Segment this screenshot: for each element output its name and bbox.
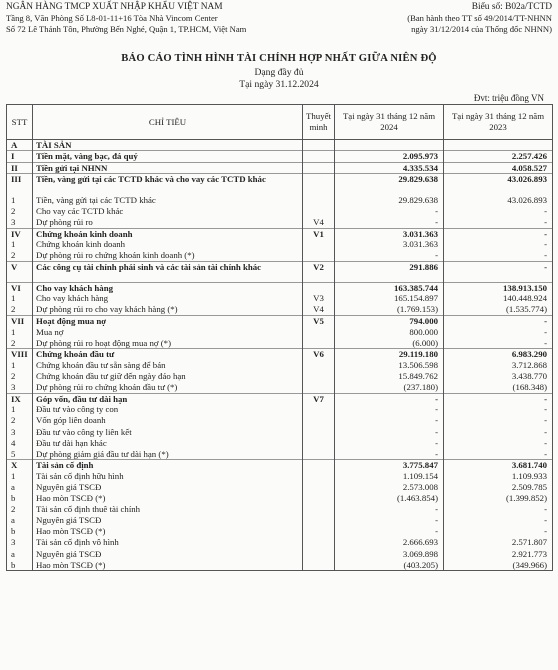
row-prior-value: 3.681.740 — [444, 460, 553, 471]
row-note — [303, 482, 335, 493]
row-item: TÀI SẢN — [33, 140, 303, 151]
row-prior-value: - — [444, 338, 553, 349]
row-current-value: (237.180) — [335, 382, 444, 393]
form-code: Biểu số: B02a/TCTD — [471, 2, 552, 12]
row-note — [303, 515, 335, 526]
row-note — [303, 239, 335, 250]
row-item: Vốn góp liên doanh — [33, 415, 303, 426]
row-stt: III — [7, 174, 33, 195]
table-row — [7, 427, 553, 438]
table-row — [7, 493, 553, 504]
header-current-period: Tại ngày 31 tháng 12 năm 2024 — [335, 105, 444, 140]
row-prior-value: - — [444, 415, 553, 426]
row-item: Tiền gửi tại NHNN — [33, 162, 303, 173]
row-item: Dự phòng giảm giá đầu tư dài hạn (*) — [33, 449, 303, 460]
row-prior-value: 3.438.770 — [444, 371, 553, 382]
row-stt: 3 — [7, 382, 33, 393]
row-note — [303, 360, 335, 371]
row-note — [303, 140, 335, 151]
row-item: Tài sản cố định thuê tài chính — [33, 504, 303, 515]
row-prior-value: - — [444, 438, 553, 449]
row-stt: a — [7, 549, 33, 560]
row-stt: VI — [7, 282, 33, 293]
row-current-value: 29.829.638 — [335, 195, 444, 206]
row-prior-value: 4.058.527 — [444, 162, 553, 173]
row-stt: 2 — [7, 250, 33, 261]
row-item: Mua nợ — [33, 327, 303, 338]
table-row — [7, 515, 553, 526]
row-current-value: - — [335, 504, 444, 515]
row-stt: I — [7, 151, 33, 162]
row-current-value: - — [335, 206, 444, 217]
row-stt: VIII — [7, 349, 33, 360]
row-current-value: (6.000) — [335, 338, 444, 349]
row-stt: 2 — [7, 206, 33, 217]
row-current-value: 13.506.598 — [335, 360, 444, 371]
row-current-value: (1.769.153) — [335, 304, 444, 315]
row-stt: b — [7, 560, 33, 571]
row-stt: a — [7, 515, 33, 526]
row-item: Chứng khoán kinh doanh — [33, 239, 303, 250]
row-prior-value: - — [444, 404, 553, 415]
row-prior-value: - — [444, 427, 553, 438]
row-item: Nguyên giá TSCĐ — [33, 549, 303, 560]
report-title: BÁO CÁO TÌNH HÌNH TÀI CHÍNH HỢP NHẤT GIỮA NIÊN ĐỘ — [121, 53, 437, 64]
row-stt: 1 — [7, 195, 33, 206]
row-current-value: - — [335, 404, 444, 415]
row-current-value: 800.000 — [335, 327, 444, 338]
report-subtitle: Dạng đầy đủ — [254, 67, 304, 78]
row-item: Chứng khoán đầu tư sẵn sàng để bán — [33, 360, 303, 371]
row-prior-value: 3.712.868 — [444, 360, 553, 371]
row-item: Dự phòng rủi ro chứng khoán kinh doanh (*) — [33, 250, 303, 261]
row-item: Cho vay các TCTD khác — [33, 206, 303, 217]
row-item: Chứng khoán đầu tư — [33, 349, 303, 360]
row-stt: 1 — [7, 404, 33, 415]
table-row — [7, 360, 553, 371]
row-prior-value: 43.026.893 — [444, 174, 553, 195]
row-prior-value: - — [444, 327, 553, 338]
row-stt: 4 — [7, 438, 33, 449]
table-row — [7, 537, 553, 548]
table-row — [7, 415, 553, 426]
table-row — [7, 382, 553, 393]
row-stt: 2 — [7, 338, 33, 349]
table-row — [7, 471, 553, 482]
row-note — [303, 493, 335, 504]
row-current-value: 3.031.363 — [335, 228, 444, 239]
row-current-value: - — [335, 449, 444, 460]
row-current-value: 2.573.008 — [335, 482, 444, 493]
row-current-value: (403.205) — [335, 560, 444, 571]
row-stt: 1 — [7, 239, 33, 250]
table-row — [7, 174, 553, 195]
row-current-value: 3.775.847 — [335, 460, 444, 471]
row-prior-value: - — [444, 239, 553, 250]
table-row — [7, 349, 553, 360]
row-note — [303, 162, 335, 173]
row-note: V4 — [303, 217, 335, 228]
row-prior-value: 138.913.150 — [444, 282, 553, 293]
row-stt: 2 — [7, 504, 33, 515]
row-current-value: 291.886 — [335, 261, 444, 282]
row-note: V6 — [303, 349, 335, 360]
row-current-value: 3.031.363 — [335, 239, 444, 250]
bank-address-line-2: Số 72 Lê Thánh Tôn, Phường Bến Nghé, Quận 1, TP.HCM, Việt Nam — [6, 24, 247, 34]
table-row — [7, 140, 553, 151]
bank-header — [6, 2, 246, 35]
row-current-value: 15.849.762 — [335, 371, 444, 382]
header-prior-period: Tại ngày 31 tháng 12 năm 2023 — [444, 105, 553, 140]
row-item: Chứng khoán đầu tư giữ đến ngày đáo hạn — [33, 371, 303, 382]
row-note — [303, 282, 335, 293]
row-prior-value: 6.983.290 — [444, 349, 553, 360]
row-note: V4 — [303, 304, 335, 315]
row-item: Nguyên giá TSCĐ — [33, 482, 303, 493]
table-row — [7, 217, 553, 228]
row-note — [303, 438, 335, 449]
row-current-value: 29.829.638 — [335, 174, 444, 195]
row-current-value: - — [335, 217, 444, 228]
table-row — [7, 504, 553, 515]
row-item: Dự phòng rủi ro hoạt động mua nợ (*) — [33, 338, 303, 349]
row-note — [303, 526, 335, 537]
row-note — [303, 427, 335, 438]
row-note — [303, 338, 335, 349]
header-item: CHỈ TIÊU — [33, 105, 303, 140]
row-note — [303, 449, 335, 460]
balance-sheet-table — [6, 104, 553, 571]
row-note — [303, 371, 335, 382]
row-item: Hoạt động mua nợ — [33, 316, 303, 327]
row-stt: 3 — [7, 427, 33, 438]
row-current-value — [335, 140, 444, 151]
row-current-value: 2.666.693 — [335, 537, 444, 548]
row-prior-value: - — [444, 217, 553, 228]
table-row — [7, 316, 553, 327]
row-current-value: 3.069.898 — [335, 549, 444, 560]
row-current-value: - — [335, 250, 444, 261]
row-prior-value — [444, 140, 553, 151]
row-note — [303, 537, 335, 548]
table-row — [7, 250, 553, 261]
row-item: Dự phòng rủi ro — [33, 217, 303, 228]
table-row — [7, 239, 553, 250]
row-prior-value: - — [444, 228, 553, 239]
row-item: Góp vốn, đầu tư dài hạn — [33, 393, 303, 404]
row-note — [303, 560, 335, 571]
row-item: Dự phòng rủi ro chứng khoán đầu tư (*) — [33, 382, 303, 393]
row-prior-value: - — [444, 526, 553, 537]
issued-by-line-1: (Ban hành theo TT số 49/2014/TT-NHNN — [407, 13, 552, 23]
table-row — [7, 460, 553, 471]
row-prior-value: - — [444, 515, 553, 526]
table-row — [7, 304, 553, 315]
row-prior-value: (349.966) — [444, 560, 553, 571]
bank-address-line-1: Tầng 8, Văn Phòng Số L8-01-11+16 Tòa Nhà Vincom Center — [6, 13, 218, 23]
row-note — [303, 195, 335, 206]
table-row — [7, 560, 553, 571]
row-item: Đầu tư dài hạn khác — [33, 438, 303, 449]
table-body — [7, 140, 553, 571]
issued-by-line-2: ngày 31/12/2014 của Thống đốc NHNN) — [411, 24, 552, 34]
row-item: Tài sản cố định vô hình — [33, 537, 303, 548]
row-item: Đầu tư vào công ty liên kết — [33, 427, 303, 438]
row-stt: V — [7, 261, 33, 282]
row-prior-value: - — [444, 261, 553, 282]
form-header — [407, 2, 552, 35]
row-stt: 1 — [7, 327, 33, 338]
row-stt: 3 — [7, 217, 33, 228]
row-current-value: - — [335, 438, 444, 449]
row-item: Các công cụ tài chính phái sinh và các tài sản tài chính khác — [33, 261, 303, 282]
row-item: Đầu tư vào công ty con — [33, 404, 303, 415]
report-date: Tại ngày 31.12.2024 — [239, 79, 319, 90]
table-row — [7, 162, 553, 173]
row-stt: A — [7, 140, 33, 151]
row-prior-value: - — [444, 393, 553, 404]
row-current-value: 794.000 — [335, 316, 444, 327]
row-prior-value: 2.509.785 — [444, 482, 553, 493]
row-stt: 1 — [7, 293, 33, 304]
row-current-value: 1.109.154 — [335, 471, 444, 482]
table-row — [7, 404, 553, 415]
table-row — [7, 206, 553, 217]
row-stt: b — [7, 493, 33, 504]
table-row — [7, 393, 553, 404]
row-prior-value: 2.571.807 — [444, 537, 553, 548]
table-row — [7, 549, 553, 560]
row-current-value: 2.095.973 — [335, 151, 444, 162]
row-note: V5 — [303, 316, 335, 327]
row-stt: 2 — [7, 371, 33, 382]
row-note — [303, 504, 335, 515]
table-row — [7, 282, 553, 293]
table-row — [7, 327, 553, 338]
row-item: Tiền mặt, vàng bạc, đá quý — [33, 151, 303, 162]
table-row — [7, 371, 553, 382]
row-note — [303, 206, 335, 217]
row-item: Dự phòng rủi ro cho vay khách hàng (*) — [33, 304, 303, 315]
row-item: Tiền, vàng gửi tại các TCTD khác — [33, 195, 303, 206]
row-current-value: - — [335, 526, 444, 537]
row-prior-value: (168.348) — [444, 382, 553, 393]
row-note: V7 — [303, 393, 335, 404]
table-row — [7, 293, 553, 304]
row-note — [303, 382, 335, 393]
row-stt: 1 — [7, 471, 33, 482]
row-prior-value: (1.535.774) — [444, 304, 553, 315]
row-item: Hao mòn TSCĐ (*) — [33, 560, 303, 571]
row-note — [303, 415, 335, 426]
row-stt: 3 — [7, 537, 33, 548]
row-prior-value: - — [444, 316, 553, 327]
row-current-value: 29.119.180 — [335, 349, 444, 360]
row-current-value: 4.335.534 — [335, 162, 444, 173]
table-row — [7, 151, 553, 162]
row-item: Tiền, vàng gửi tại các TCTD khác và cho vay các TCTD khác — [33, 174, 303, 195]
row-prior-value: - — [444, 250, 553, 261]
row-item: Nguyên giá TSCĐ — [33, 515, 303, 526]
row-current-value: - — [335, 427, 444, 438]
row-note — [303, 327, 335, 338]
table-row — [7, 438, 553, 449]
row-item: Tài sản cố định — [33, 460, 303, 471]
row-stt: a — [7, 482, 33, 493]
row-stt: b — [7, 526, 33, 537]
header-stt: STT — [7, 105, 33, 140]
row-current-value: - — [335, 393, 444, 404]
table-row — [7, 228, 553, 239]
table-header-row — [7, 105, 553, 140]
row-item: Chứng khoán kinh doanh — [33, 228, 303, 239]
row-current-value: 163.385.744 — [335, 282, 444, 293]
row-note — [303, 460, 335, 471]
row-item: Hao mòn TSCĐ (*) — [33, 526, 303, 537]
row-stt: IV — [7, 228, 33, 239]
row-stt: X — [7, 460, 33, 471]
row-stt: 5 — [7, 449, 33, 460]
row-item: Cho vay khách hàng — [33, 282, 303, 293]
row-current-value: - — [335, 515, 444, 526]
row-prior-value: - — [444, 206, 553, 217]
row-note — [303, 404, 335, 415]
row-stt: IX — [7, 393, 33, 404]
row-note — [303, 151, 335, 162]
row-prior-value: (1.399.852) — [444, 493, 553, 504]
row-item: Hao mòn TSCĐ (*) — [33, 493, 303, 504]
row-stt: 1 — [7, 360, 33, 371]
row-prior-value: 140.448.924 — [444, 293, 553, 304]
table-row — [7, 449, 553, 460]
row-note — [303, 174, 335, 195]
row-stt: VII — [7, 316, 33, 327]
row-prior-value: 2.921.773 — [444, 549, 553, 560]
table-row — [7, 482, 553, 493]
row-note: V1 — [303, 228, 335, 239]
table-row — [7, 261, 553, 282]
row-stt: II — [7, 162, 33, 173]
row-current-value: - — [335, 415, 444, 426]
bank-name: NGÂN HÀNG TMCP XUẤT NHẬP KHẨU VIỆT NAM — [6, 2, 223, 12]
row-prior-value: 2.257.426 — [444, 151, 553, 162]
row-note — [303, 250, 335, 261]
row-stt: 2 — [7, 304, 33, 315]
row-stt: 2 — [7, 415, 33, 426]
row-note — [303, 549, 335, 560]
table-row — [7, 526, 553, 537]
row-prior-value: 1.109.933 — [444, 471, 553, 482]
row-prior-value: - — [444, 504, 553, 515]
currency-unit: Đvt: triệu đồng VN — [473, 93, 544, 103]
row-note: V2 — [303, 261, 335, 282]
row-current-value: (1.463.854) — [335, 493, 444, 504]
row-item: Tài sản cố định hữu hình — [33, 471, 303, 482]
row-note: V3 — [303, 293, 335, 304]
row-current-value: 165.154.897 — [335, 293, 444, 304]
row-prior-value: - — [444, 449, 553, 460]
row-item: Cho vay khách hàng — [33, 293, 303, 304]
table-row — [7, 338, 553, 349]
row-prior-value: 43.026.893 — [444, 195, 553, 206]
header-note: Thuyết minh — [303, 105, 335, 140]
table-row — [7, 195, 553, 206]
row-note — [303, 471, 335, 482]
